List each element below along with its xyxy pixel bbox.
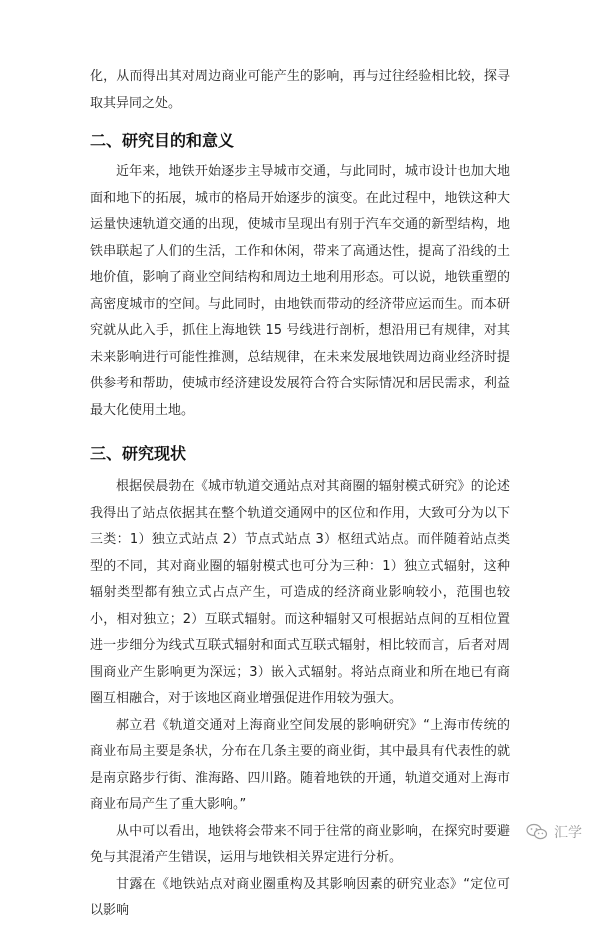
section-heading-status: 三、研究现状	[90, 444, 187, 463]
status-paragraph-2: 郝立君《轨道交通对上海商业空间发展的影响研究》“上海市传统的商业布局主要是条状，分布在几条主要的商业街，其中最具有代表性的就是南京路步行街、淮海路、四川路。随着地铁的开通，轨道交通对上海市商业布局产生了重大影响。”	[90, 717, 510, 812]
status-paragraph-4: 甘露在《地铁站点对商业圈重构及其影响因素的研究业态》“定位可以影响	[90, 876, 510, 918]
wechat-icon	[526, 823, 548, 841]
watermark-label: 汇学	[554, 825, 582, 841]
status-paragraph-3: 从中可以看出，地铁将会带来不同于往常的商业影响，在探究时要避免与其混淆产生错误，运用与地铁相关界定进行分析。	[90, 823, 510, 865]
status-paragraph-1: 根据侯晨勃在《城市轨道交通站点对其商圈的辐射模式研究》的论述我得出了站点依据其在整个轨道交通网中的区位和作用，大致可分为以下三类：1）独立式站点 2）节点式站点 3）枢纽式站点。而伴随着站点类型的不同，其对商业圈的辐射模式也可分为三种：1）独立式辐射，这种辐射类型都有独立式占点产生，可造成的经济商业影响较小，范围也较小，相对独立；2）互联式辐射。而这种辐射又可根据站点间的互相位置进一步细分为线式互联式辐射和面式互联式辐射，相比较而言，后者对周围商业产生影响更为深远；3）嵌入式辐射。将站点商业和所在地已有商圈互相融合，对于该地区商业增强促进作用较为强大。	[90, 479, 510, 706]
section-heading-purpose: 二、研究目的和意义	[90, 131, 235, 150]
watermark	[526, 822, 582, 842]
intro-paragraph: 化，从而得出其对周边商业可能产生的影响，再与过往经验相比较，探寻取其异同之处。	[90, 69, 510, 111]
document-body	[90, 64, 510, 925]
purpose-paragraph: 近年来，地铁开始逐步主导城市交通，与此同时，城市设计也加大地面和地下的拓展，城市的格局开始逐步的演变。在此过程中，地铁这种大运量快速轨道交通的出现，使城市呈现出有别于汽车交通的新型结构，地铁串联起了人们的生活，工作和休闲，带来了高通达性，提高了沿线的土地价值，影响了商业空间结构和周边土地利用形态。可以说，地铁重塑的高密度城市的空间。与此同时，由地铁而带动的经济带应运而生。而本研究就从此入手，抓住上海地铁 15 号线进行剖析，想沿用已有规律，对其未来影响进行可能性推测，总结规律，在未来发展地铁周边商业经济时提供参考和帮助，使城市经济建设发展符合符合实际情况和居民需求，利益最大化使用土地。	[90, 164, 510, 418]
